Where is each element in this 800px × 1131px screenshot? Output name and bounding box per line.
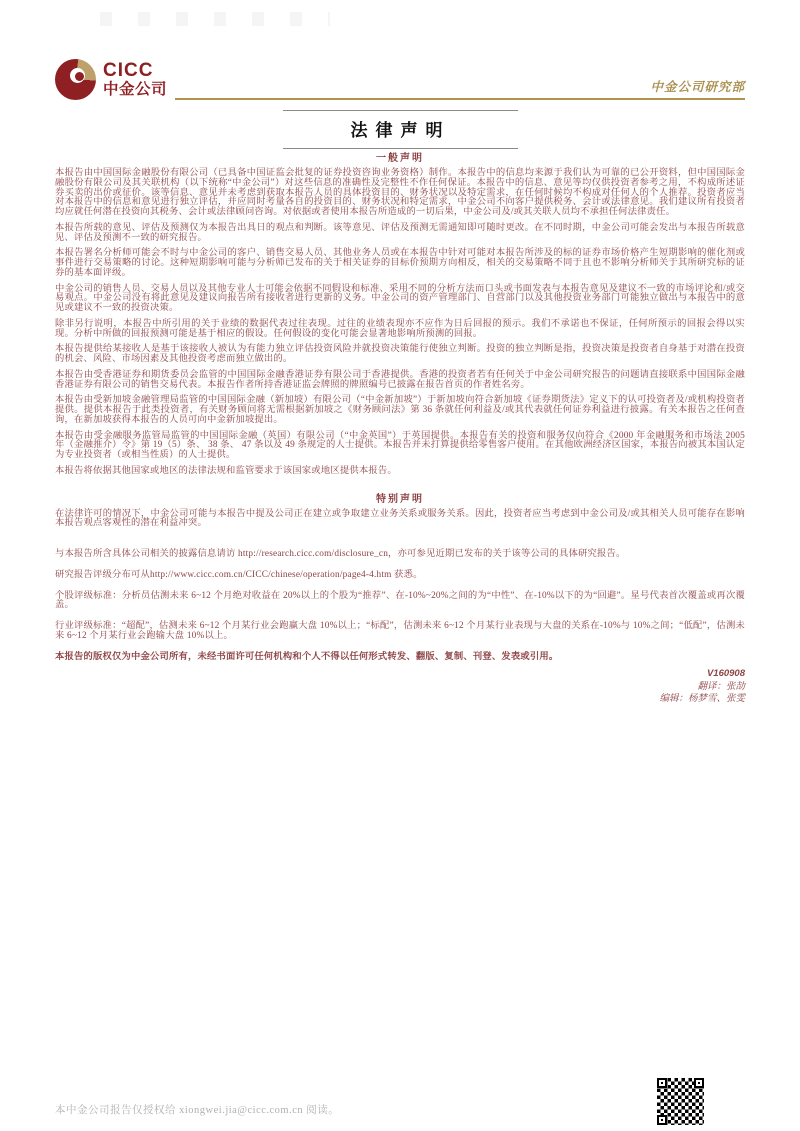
- disclaimer-content: [55, 149, 745, 705]
- qr-finder-icon: [657, 1078, 667, 1088]
- general-paragraph: 本报告由中国国际金融股份有限公司（已具备中国证监会批复的证券投资咨询业务资格）制作。本报告中的信息均来源于我们认为可靠的已公开资料，但中国国际金融股份有限公司及其关联机构（以下统称“中金公司”）对这些信息的准确性及完整性不作任何保证。本报告中的信息、意见等均仅供投资者参考之用，不构成所述证券买卖的出价或征价。该等信息、意见并未考虑到获取本报告人员的具体投资目的、财务状况以及特定需求，在任何时候均不构成对任何人的个人推荐。投资者应当对本报告中的信息和意见进行独立评估，并应同时考量各自的投资目的、财务状况和特定需求，中金公司不向客户提供税务、会计或法律意见。我们建议所有投资者均应就任何潜在投资向其税务、会计或法律顾问咨询。对依据或者使用本报告所造成的一切后果，中金公司及/或其关联人员均不承担任何法律责任。: [55, 168, 745, 217]
- version-block: [55, 668, 745, 705]
- report-header: [55, 55, 745, 100]
- rating-distribution-link-paragraph: 研究报告评级分布可从http://www.cicc.com.cn/CICC/chinese/operation/page4-4.htm 获悉。: [55, 569, 423, 580]
- faint-watermark: [100, 12, 330, 26]
- general-paragraph: 除非另行说明，本报告中所引用的关于业绩的数据代表过往表现。过往的业绩表现亦不应作为日后回报的预示。我们不承诺也不保证，任何所预示的回报会得以实现。分析中所做的回报预测可能是基于相应的假设。任何假设的变化可能会显著地影响所预测的回报。: [55, 318, 745, 339]
- cicc-logo: [55, 59, 167, 100]
- translator-credit: 翻译：张劼: [697, 681, 745, 692]
- qr-finder-icon: [694, 1078, 704, 1088]
- special-paragraph: 在法律许可的情况下，中金公司可能与本报告中提及公司正在建立或争取建立业务关系或服务关系。因此，投资者应当考虑到中金公司及/或其相关人员可能存在影响本报告观点客观性的潜在利益冲突。: [55, 508, 745, 529]
- cicc-logo-text: [103, 61, 167, 98]
- editor-credit: 编辑：杨梦雪、张雯: [659, 693, 745, 704]
- cicc-logo-icon: [55, 59, 96, 100]
- page-title: 法律声明: [350, 121, 451, 140]
- authorization-notice: 本中金公司报告仅授权给 xiongwei.jia@cicc.com.cn 阅读。: [55, 1105, 340, 1116]
- general-paragraph: 本报告由受金融服务监管局监管的中国国际金融（英国）有限公司（“中金英国”）于英国提供。本报告有关的投资和服务仅向符合《2000 年金融服务和市场法 2005 年（金融推介）令》第 19（5）条、 38 条、 47 条以及 49 条规定的人士提供。本报告并未打算提供给零售客户使用。在其他欧洲经济区国家，本报告向被其本国认定为专业投资者（或相当性质）的人士提供。: [55, 430, 745, 460]
- general-paragraph: 本报告将依据其他国家或地区的法律法规和监管要求于该国家或地区提供本报告。: [55, 465, 397, 476]
- logo-chinese-name: 中金公司: [103, 81, 168, 99]
- general-statement-heading: 一般声明: [376, 153, 424, 164]
- rating-notes-block: [55, 550, 745, 642]
- general-paragraph: 本报告署名分析师可能会不时与中金公司的客户、销售交易人员、其他业务人员或在本报告中针对可能对本报告所涉及的标的证券市场价格产生短期影响的催化剂或事件进行交易策略的讨论。这种短期影响可能与分析师已发布的关于相关证券的目标价预期方向相反，相关的交易策略不同于且也不影响分析师关于其所研究标的证券的基本面评级。: [55, 248, 745, 278]
- version-code: V160908: [706, 668, 745, 680]
- general-paragraph: 本报告由受香港证券和期货委员会监管的中国国际金融香港证券有限公司于香港提供。香港的投资者若有任何关于中金公司研究报告的问题请直接联系中国国际金融香港证券有限公司的销售交易代表。本报告作者所持香港证监会牌照的牌照编号已披露在报告首页的作者姓名旁。: [55, 369, 745, 390]
- special-statement-heading: 特别声明: [376, 493, 424, 505]
- general-paragraph: 本报告由受新加坡金融管理局监管的中国国际金融（新加坡）有限公司（“中金新加坡”）于新加坡向符合新加坡《证券期货法》定义下的认可投资者及/或机构投资者提供。提供本报告于此类投资者，有关财务顾问将无需根据新加坡之《财务顾问法》第 36 条就任何利益及/或其代表就任何证券利益进行披露。有关本报告之任何查询，在新加坡获得本报告的人员可向中金新加坡提出。: [55, 395, 745, 425]
- qr-code: [657, 1078, 704, 1125]
- logo-acronym: CICC: [103, 60, 154, 82]
- general-paragraph: 本报告提供给某接收人是基于该接收人被认为有能力独立评估投资风险并就投资决策能行使独立判断。投资的独立判断是指，投资决策是投资者自身基于对潜在投资的机会、风险、市场因素及其他投资考虑而独立做出的。: [55, 344, 745, 364]
- page-title-box: [283, 110, 518, 149]
- copyright-statement: 本报告的版权仅为中金公司所有，未经书面许可任何机构和个人不得以任何形式转发、翻版、复制、刊登、发表或引用。: [55, 651, 559, 662]
- research-department-label: 中金公司研究部: [650, 80, 745, 94]
- qr-finder-icon: [657, 1115, 667, 1125]
- general-paragraph: 本报告所载的意见、评估及预测仅为本报告出具日的观点和判断。该等意见、评估及预测无需通知即可随时更改。在不同时期，中金公司可能会发出与本报告所载意见、评估及预测不一致的研究报告。: [55, 222, 745, 243]
- disclosure-link-paragraph: 与本报告所含具体公司相关的披露信息请访 http://research.cicc.com/disclosure_cn，亦可参见近期已发布的关于该等公司的具体研究报告。: [55, 549, 626, 559]
- header-gold-rule: [175, 55, 745, 100]
- general-paragraph: 中金公司的销售人员、交易人员以及其他专业人士可能会依据不同假设和标准、采用不同的分析方法而口头或书面发表与本报告意见及建议不一致的市场评论和/或交易观点。中金公司没有将此意见及建议向报告所有接收者进行更新的义务。中金公司的资产管理部门、自营部门以及其他投资业务部门可能独立做出与本报告中的意见或建议不一致的投资决策。: [55, 283, 745, 313]
- stock-rating-criteria-paragraph: 个股评级标准：分析员估测未来 6~12 个月绝对收益在 20%以上的个股为“推荐”、在-10%~20%之间的为“中性”、在-10%以下的为“回避”。星号代表首次覆盖或再次覆盖。: [55, 590, 745, 611]
- industry-rating-criteria-paragraph: 行业评级标准：“超配”，估测未来 6~12 个月某行业会跑赢大盘 10%以上；“标配”，估测未来 6~12 个月某行业表现与大盘的关系在-10%与 10%之间；“低配”，估测未来 6~12 个月某行业会跑输大盘 10%以上。: [55, 621, 745, 641]
